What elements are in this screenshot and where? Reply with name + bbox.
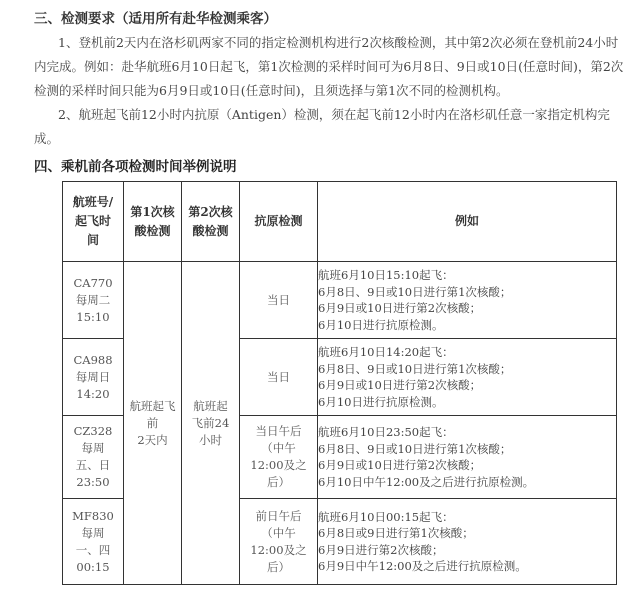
header-test1 <box>124 182 182 262</box>
flight-time: 00:15 <box>76 559 110 574</box>
antigen-l1: 当日 <box>267 369 290 384</box>
requirement-paragraph-2: 2、航班起飞前12小时内抗原（Antigen）检测，须在起飞前12小时内在洛杉矶任意一家指定机构完成。 <box>34 107 610 146</box>
example-l3: 6月9日进行第2次核酸； <box>318 542 444 557</box>
flight-number: CZ328 <box>73 424 113 438</box>
example-l4: 6月9日中午12:00及之后进行抗原检测。 <box>318 559 527 573</box>
flight-days: 每周 <box>81 525 105 540</box>
flight-cell <box>63 499 124 585</box>
flight-days: 每周二 <box>75 292 111 307</box>
flight-days: 每周日 <box>75 369 111 384</box>
table-row <box>63 262 617 339</box>
example-l3: 6月9日或10日进行第2次核酸； <box>318 378 482 392</box>
antigen-l1: 当日 <box>267 292 290 307</box>
header-flight-l1: 航班号/ <box>72 195 114 209</box>
requirement-paragraph-1: 1、登机前2天内在洛杉矶两家不同的指定检测机构进行2次核酸检测，其中第2次必须在登机前24小时内完成。例如：赴华航班6月10日起飞，第1次检测的采样时间可为6月8日、9日或10日(任意时间)，第2次检测的采样时间只能为6月9日或10日(任意时间)，且须选择与第1次不同的检测机构。 <box>34 35 624 98</box>
flight-number: CA988 <box>73 352 113 367</box>
test2-l1: 航班起 <box>193 398 228 413</box>
test2-cell <box>182 262 240 585</box>
example-l1: 航班6月10日14:20起飞： <box>318 345 454 359</box>
antigen-l3: 12:00及之 <box>250 458 307 472</box>
example-l2: 6月8日、9日或10日进行第1次核酸； <box>318 284 512 299</box>
section-4-heading: 四、乘机前各项检测时间举例说明 <box>34 159 237 175</box>
example-l2: 6月8日或9日进行第1次核酸； <box>318 526 474 540</box>
flight-cell <box>63 416 124 499</box>
antigen-cell <box>240 339 318 416</box>
example-l4: 6月10日进行抗原检测。 <box>318 317 444 332</box>
header-flight-l2: 起飞时 <box>74 214 111 228</box>
example-cell <box>318 262 617 339</box>
table-header-row <box>63 182 617 262</box>
flight-number: MF830 <box>72 508 114 523</box>
antigen-cell <box>240 499 318 585</box>
example-l4: 6月10日中午12:00及之后进行抗原检测。 <box>318 474 535 489</box>
example-l1: 航班6月10日15:10起飞： <box>318 268 454 282</box>
header-example: 例如 <box>318 182 617 262</box>
antigen-l4: 后） <box>267 475 290 489</box>
example-l3: 6月9日或10日进行第2次核酸； <box>318 458 482 472</box>
example-l4: 6月10日进行抗原检测。 <box>318 394 444 409</box>
header-test1-l1: 第1次核 <box>130 204 175 219</box>
example-l1: 航班6月10日23:50起飞： <box>318 425 454 439</box>
flight-cell <box>63 339 124 416</box>
flight-time: 15:10 <box>76 309 110 324</box>
example-cell <box>318 416 617 499</box>
antigen-l1: 前日午后 <box>255 508 302 523</box>
header-test2-l1: 第2次核 <box>188 204 233 219</box>
flight-days-2: 一、四 <box>75 542 111 557</box>
header-test1-l2: 酸检测 <box>134 223 171 238</box>
example-l3: 6月9日或10日进行第2次核酸； <box>318 301 482 315</box>
section-3-heading: 三、检测要求（适用所有赴华检测乘客） <box>34 11 277 27</box>
antigen-l2: （中午 <box>261 441 296 455</box>
antigen-l1: 当日午后 <box>255 424 302 438</box>
flight-cell <box>63 262 124 339</box>
antigen-cell <box>240 416 318 499</box>
flight-number: CA770 <box>73 275 113 290</box>
example-l2: 6月8日、9日或10日进行第1次核酸； <box>318 361 512 376</box>
antigen-l3: 12:00及之 <box>250 542 307 557</box>
test2-l3: 小时 <box>199 432 222 447</box>
test1-l1: 航班起飞 <box>129 398 176 413</box>
antigen-cell <box>240 262 318 339</box>
flight-days-2: 五、日 <box>75 458 111 472</box>
test2-l2: 飞前24 <box>191 415 230 430</box>
test1-cell <box>124 262 182 585</box>
antigen-l2: （中午 <box>261 525 296 540</box>
header-antigen: 抗原检测 <box>240 182 318 262</box>
example-l1: 航班6月10日00:15起飞： <box>318 509 454 524</box>
antigen-l4: 后） <box>267 559 290 574</box>
flight-days: 每周 <box>81 441 105 455</box>
header-flight-l3: 间 <box>86 233 99 247</box>
header-test2-l2: 酸检测 <box>192 223 229 238</box>
test1-l3: 2天内 <box>137 432 168 447</box>
example-l2: 6月8日、9日或10日进行第1次核酸； <box>318 441 512 456</box>
header-test2 <box>182 182 240 262</box>
test-schedule-table <box>62 181 617 585</box>
flight-time: 14:20 <box>76 386 110 401</box>
flight-time: 23:50 <box>76 475 110 489</box>
example-cell <box>318 339 617 416</box>
header-flight <box>63 182 124 262</box>
test1-l2: 前 <box>146 415 159 430</box>
example-cell <box>318 499 617 585</box>
